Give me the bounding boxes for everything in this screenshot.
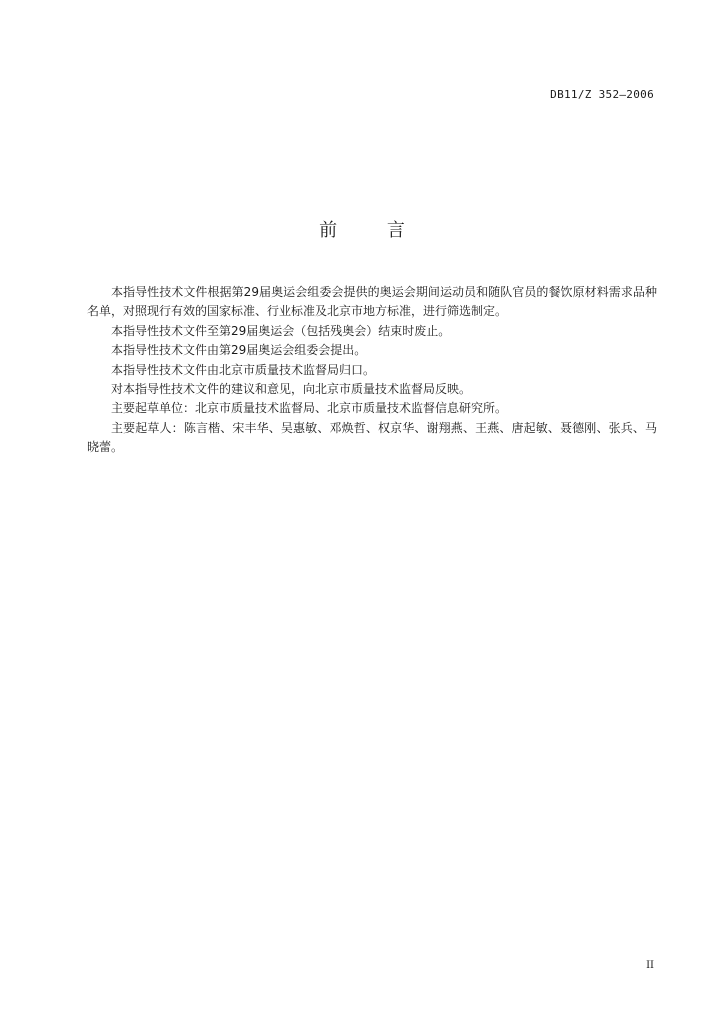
standard-code: DB11/Z 352—2006 bbox=[550, 88, 654, 101]
foreword-body bbox=[87, 283, 657, 458]
paragraph-centralized: 本指导性技术文件由北京市质量技术监督局归口。 bbox=[111, 362, 376, 377]
paragraph-drafting-units: 主要起草单位：北京市质量技术监督局、北京市质量技术监督信息研究所。 bbox=[111, 401, 508, 416]
page-title: 前 言 bbox=[319, 220, 427, 241]
paragraph-basis: 本指导性技术文件根据第29届奥运会组委会提供的奥运会期间运动员和随队官员的餐饮原材料需求品种名单，对照现行有效的国家标准、行业标准及北京市地方标准，进行筛选制定。 bbox=[87, 285, 657, 319]
paragraph-feedback: 对本指导性技术文件的建议和意见，向北京市质量技术监督局反映。 bbox=[111, 382, 472, 397]
paragraph-drafters: 主要起草人：陈言楷、宋丰华、吴惠敏、邓焕哲、权京华、谢翔燕、王燕、唐起敏、聂德刚、张兵、马晓蕾。 bbox=[87, 420, 657, 455]
paragraph-expiry: 本指导性技术文件至第29届奥运会（包括残奥会）结束时废止。 bbox=[111, 323, 451, 338]
paragraph-proposer: 本指导性技术文件由第29届奥运会组委会提出。 bbox=[111, 343, 367, 358]
page-number: II bbox=[646, 960, 654, 971]
